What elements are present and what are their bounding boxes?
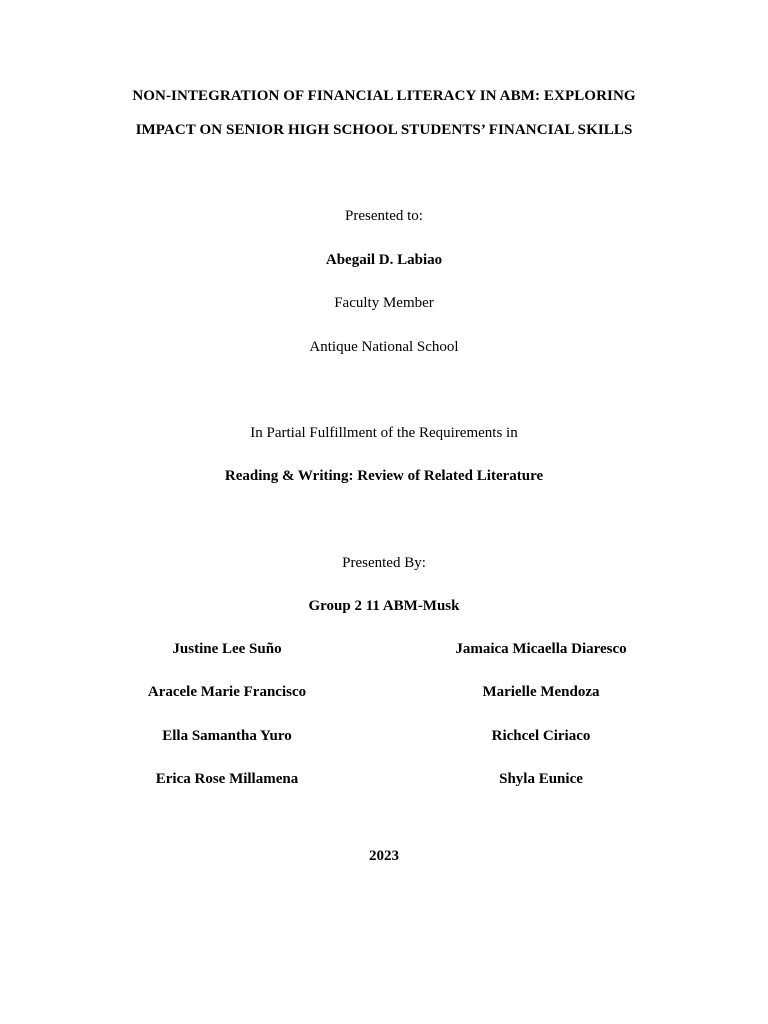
presented-to-school: Antique National School <box>309 339 459 355</box>
member-right-2: Marielle Mendoza <box>482 684 600 700</box>
member-left-3: Ella Samantha Yuro <box>162 728 292 744</box>
presented-to-name: Abegail D. Labiao <box>325 252 443 268</box>
member-right-4: Shyla Eunice <box>499 771 583 787</box>
member-left-2: Aracele Marie Francisco <box>147 684 307 700</box>
fulfillment-subject: Reading & Writing: Review of Related Literature <box>224 468 544 484</box>
year: 2023 <box>369 848 399 864</box>
member-left-4: Erica Rose Millamena <box>155 771 299 787</box>
presented-by-label: Presented By: <box>342 555 426 571</box>
member-right-1: Jamaica Micaella Diaresco <box>455 641 627 657</box>
member-left-1: Justine Lee Suño <box>172 641 282 657</box>
group-name: Group 2 11 ABM-Musk <box>308 598 460 614</box>
presented-to-label: Presented to: <box>345 208 423 224</box>
title-line-1: NON-INTEGRATION OF FINANCIAL LITERACY IN ABM: EXPLORING <box>132 88 636 104</box>
member-right-3: Richcel Ciriaco <box>491 728 591 744</box>
fulfillment-label: In Partial Fulfillment of the Requirements in <box>250 425 518 441</box>
title-line-2: IMPACT ON SENIOR HIGH SCHOOL STUDENTS’ FINANCIAL SKILLS <box>135 122 633 138</box>
presented-to-role: Faculty Member <box>334 295 434 311</box>
